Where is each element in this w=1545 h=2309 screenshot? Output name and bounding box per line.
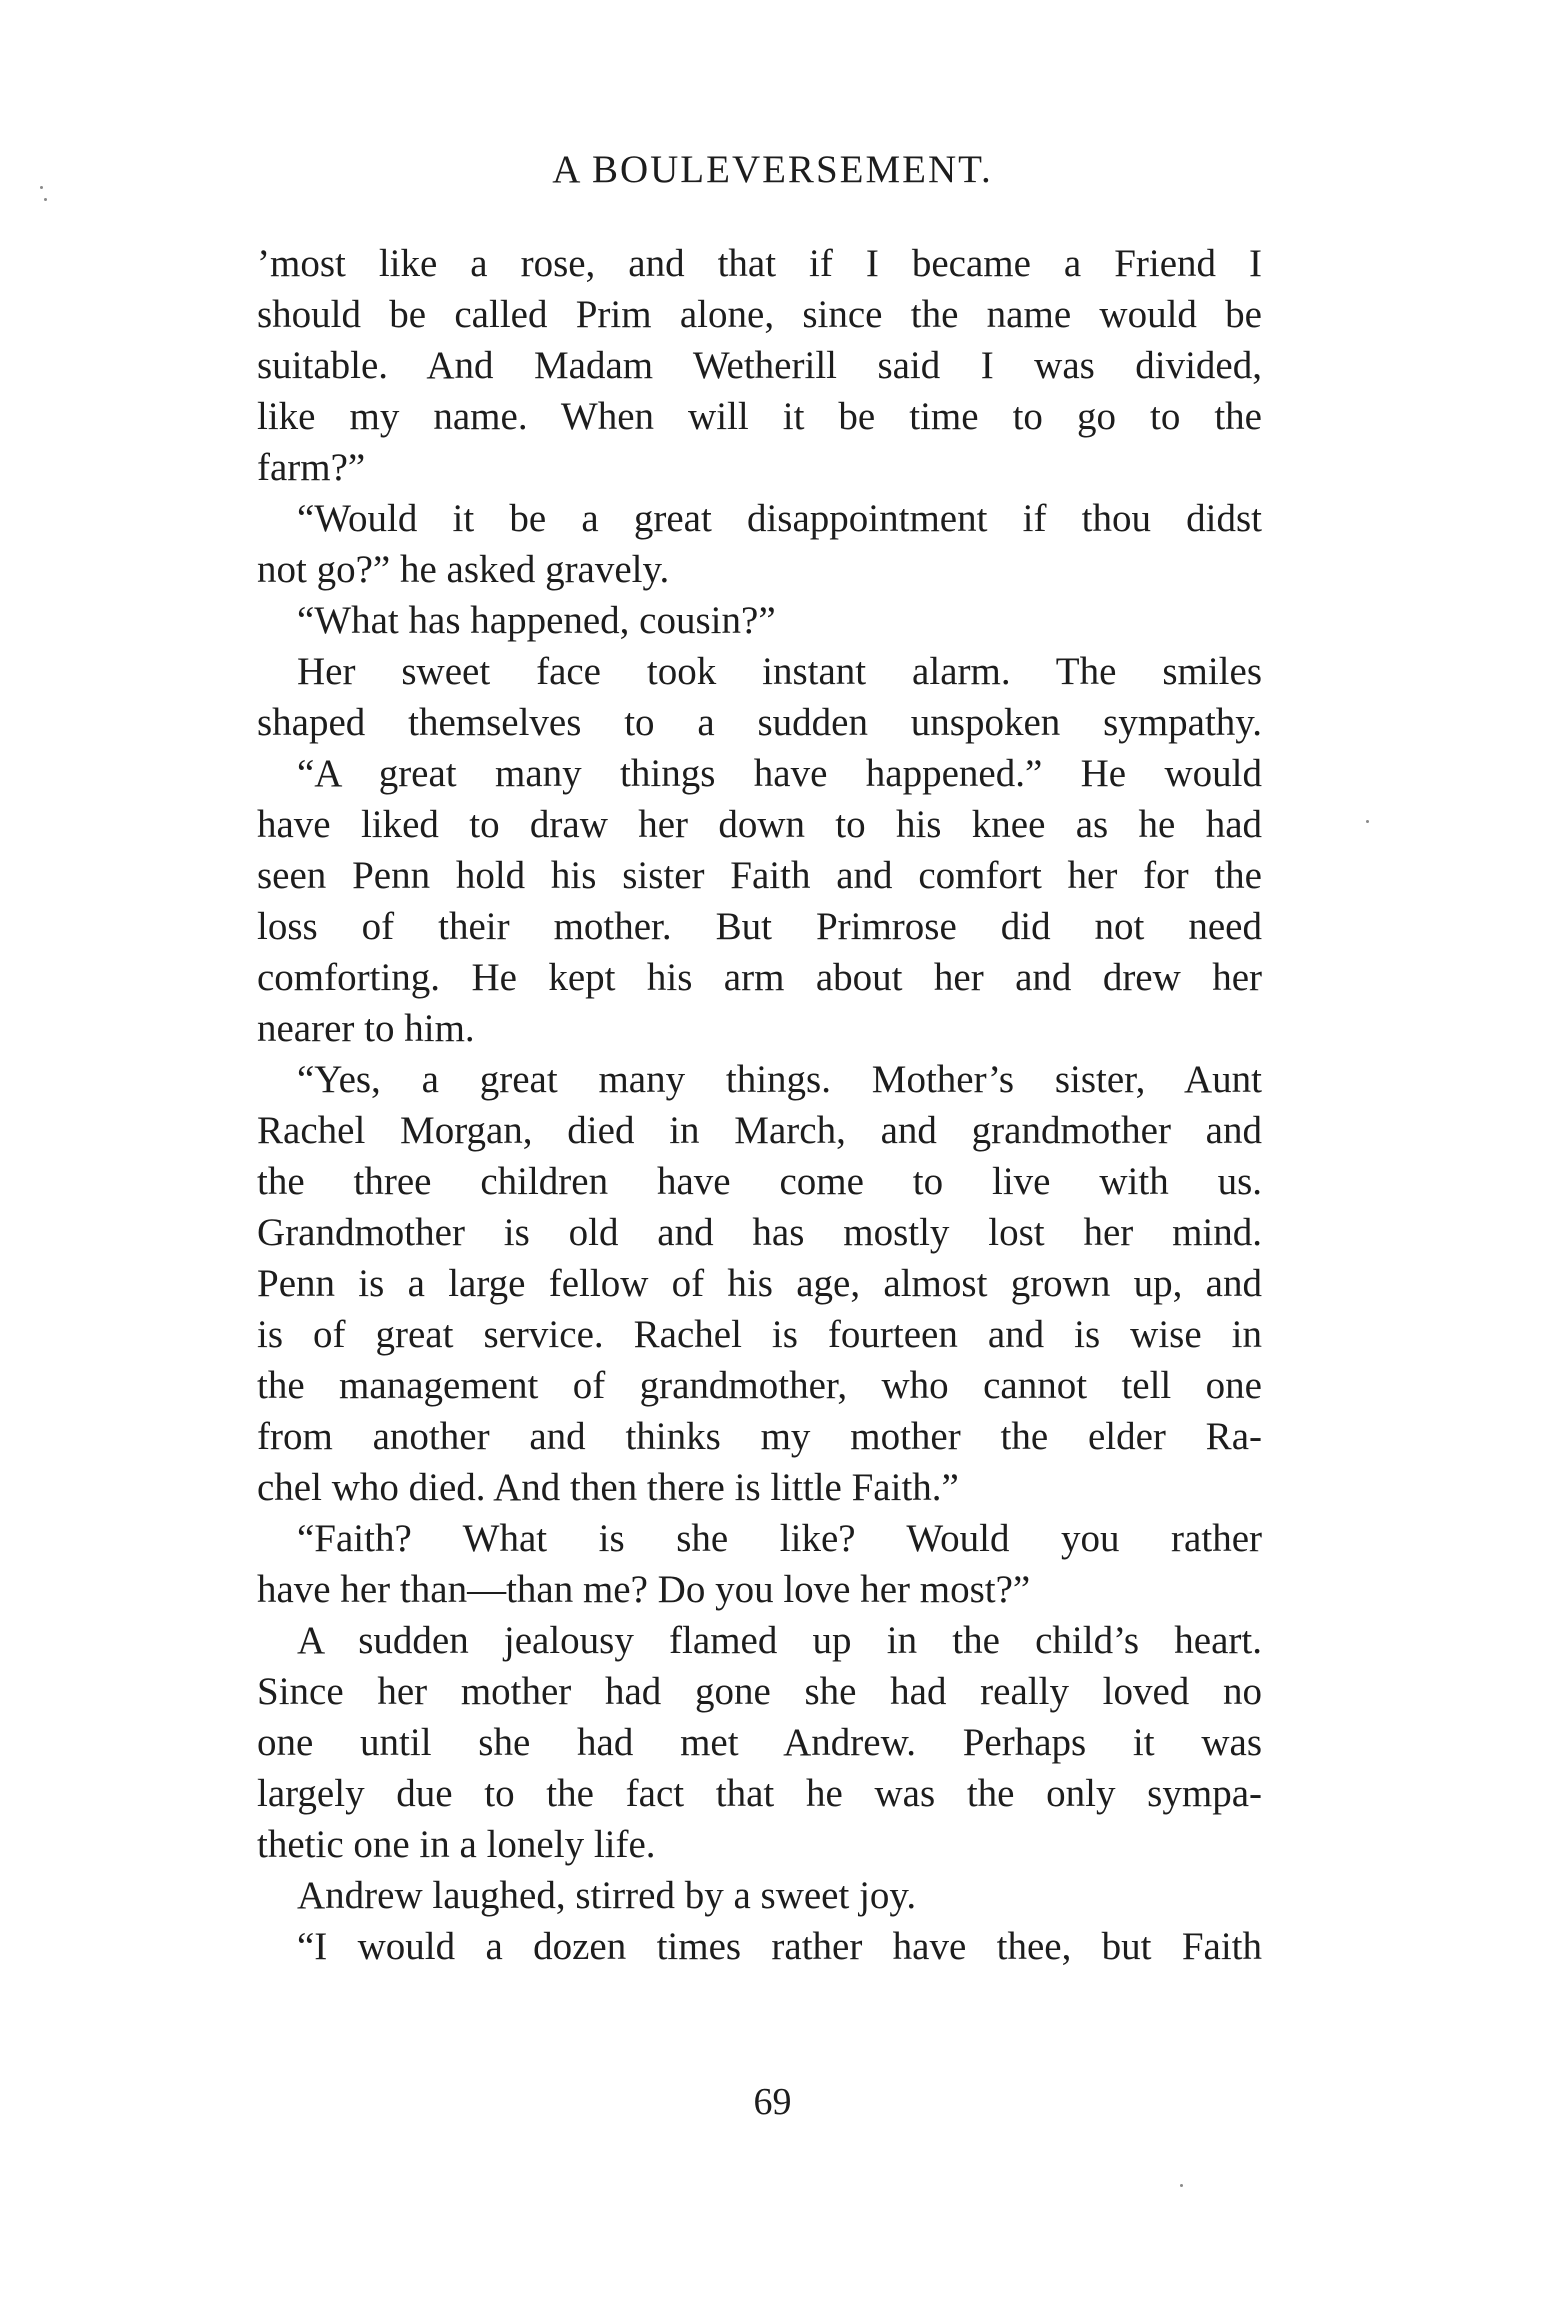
- text-line-24: from another and thinks my mother the elder Ra-: [257, 1415, 1262, 1458]
- running-head: A BOULEVERSEMENT.: [552, 148, 993, 191]
- text-line-23: the management of grandmother, who cannot tell one: [257, 1364, 1262, 1407]
- text-line-7: not go?” he asked gravely.: [257, 548, 670, 591]
- text-line-29: Since her mother had gone she had really loved no: [257, 1670, 1262, 1713]
- text-line-1: ’most like a rose, and that if I became a Friend I: [257, 242, 1262, 285]
- page-number: 69: [753, 2081, 792, 2123]
- text-line-26: “Faith? What is she like? Would you rather: [297, 1517, 1262, 1560]
- text-line-28: A sudden jealousy flamed up in the child’s heart.: [297, 1619, 1262, 1662]
- text-line-11: “A great many things have happened.” He would: [297, 752, 1262, 795]
- text-line-8: “What has happened, cousin?”: [297, 599, 776, 642]
- text-line-25: chel who died. And then there is little Faith.”: [257, 1466, 959, 1509]
- text-line-13: seen Penn hold his sister Faith and comfort her for the: [257, 854, 1262, 897]
- text-line-3: suitable. And Madam Wetherill said I was divided,: [257, 344, 1262, 387]
- text-line-12: have liked to draw her down to his knee as he had: [257, 803, 1262, 846]
- text-line-5: farm?”: [257, 446, 366, 489]
- text-line-4: like my name. When will it be time to go to the: [257, 395, 1262, 438]
- text-line-16: nearer to him.: [257, 1007, 475, 1050]
- text-line-19: the three children have come to live with us.: [257, 1160, 1262, 1203]
- text-line-15: comforting. He kept his arm about her and drew her: [257, 956, 1262, 999]
- text-line-2: should be called Prim alone, since the name would be: [257, 293, 1262, 336]
- text-line-31: largely due to the fact that he was the only sympa-: [257, 1772, 1262, 1815]
- text-line-22: is of great service. Rachel is fourteen and is wise in: [257, 1313, 1262, 1356]
- text-line-30: one until she had met Andrew. Perhaps it was: [257, 1721, 1262, 1764]
- text-line-20: Grandmother is old and has mostly lost her mind.: [257, 1211, 1262, 1254]
- text-line-27: have her than—than me? Do you love her most?”: [257, 1568, 1031, 1611]
- paper-speck: [40, 186, 43, 189]
- text-line-14: loss of their mother. But Primrose did not need: [257, 905, 1262, 948]
- paper-speck: [1366, 820, 1369, 823]
- text-line-10: shaped themselves to a sudden unspoken sympathy.: [257, 701, 1262, 744]
- text-line-9: Her sweet face took instant alarm. The smiles: [297, 650, 1262, 693]
- paper-speck: [44, 198, 47, 201]
- text-line-33: Andrew laughed, stirred by a sweet joy.: [297, 1874, 917, 1917]
- text-line-32: thetic one in a lonely life.: [257, 1823, 656, 1866]
- text-line-6: “Would it be a great disappointment if thou didst: [297, 497, 1262, 540]
- text-line-18: Rachel Morgan, died in March, and grandmother and: [257, 1109, 1262, 1152]
- text-line-17: “Yes, a great many things. Mother’s sister, Aunt: [297, 1058, 1262, 1101]
- text-line-34: “I would a dozen times rather have thee, but Faith: [297, 1925, 1262, 1968]
- text-line-21: Penn is a large fellow of his age, almost grown up, and: [257, 1262, 1262, 1305]
- paper-speck: [1180, 2184, 1183, 2187]
